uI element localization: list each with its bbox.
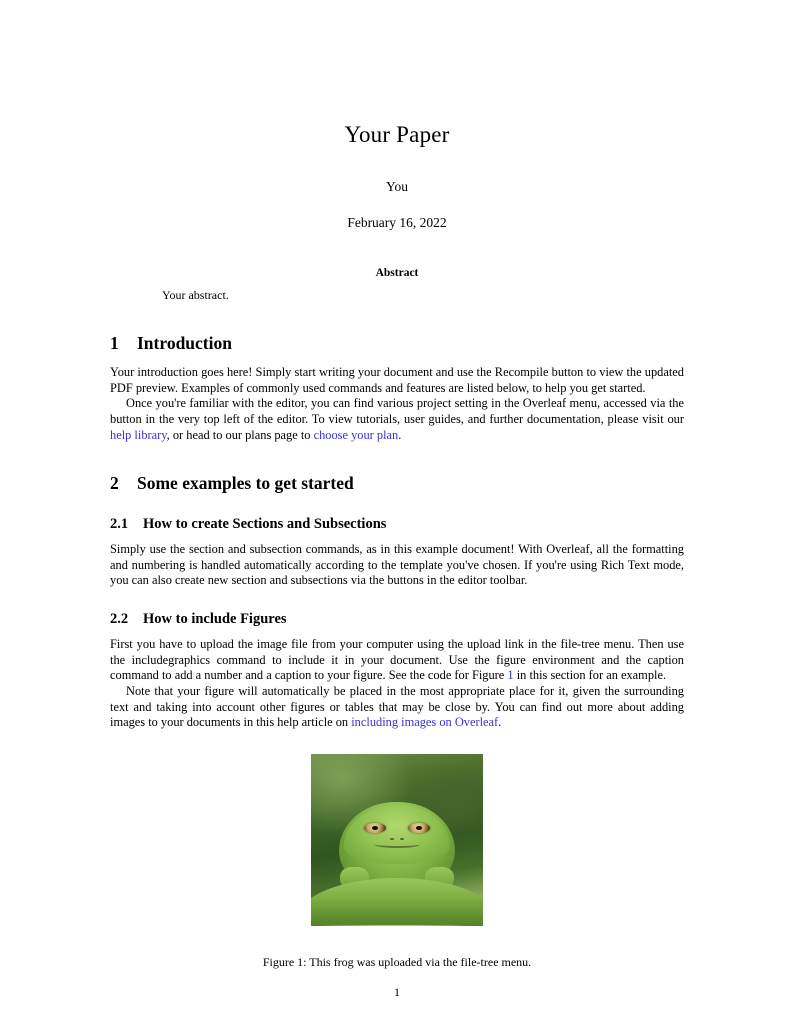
subsection-2-1-paragraph-1 [110, 542, 684, 589]
section-heading-2 [110, 473, 684, 494]
subsection-heading-2-2 [110, 611, 684, 628]
section-1-paragraph-2 [110, 396, 684, 443]
text-run: , or head to our plans page to [166, 427, 314, 442]
choose-your-plan-link[interactable]: choose your plan [313, 427, 399, 442]
abstract-body: Your abstract. [162, 288, 229, 302]
frog-mouth [374, 840, 421, 847]
document-author: You [386, 179, 408, 194]
text-run: . [498, 715, 502, 730]
frog-eye-right [408, 823, 430, 833]
section-title-1: Introduction [137, 333, 232, 353]
text-run: First you have to upload the image file from your computer using the upload link in the file-tree menu. Then use the includegraphics command to include it in your document. Use the figure environment and the caption command to add a number and a caption to your figure. See the code for Figure [110, 637, 684, 683]
page-title: Your Paper [344, 122, 450, 147]
help-library-link[interactable]: help library [110, 427, 167, 442]
section-title-2: Some examples to get started [137, 473, 354, 494]
leaf-highlight [311, 925, 483, 926]
subsection-heading-2-1 [110, 516, 684, 533]
figure-block [110, 754, 684, 970]
frog-pupil-right [416, 826, 422, 830]
subsection-2-2-paragraph-1 [110, 637, 684, 684]
subsection-title-2-1: How to create Sections and Subsections [143, 516, 387, 533]
frog-eye-left [364, 823, 386, 833]
figure-caption: Figure 1: This frog was uploaded via the file-tree menu. [262, 954, 532, 969]
including-images-link[interactable]: including images on Overleaf [351, 715, 499, 730]
document-date: February 16, 2022 [347, 215, 447, 230]
page-number: 1 [394, 985, 400, 999]
frog-photograph [311, 754, 483, 926]
abstract-heading: Abstract [375, 267, 419, 279]
text-run: in this section for an example. [513, 668, 667, 683]
text-run: Once you're familiar with the editor, you can find various project setting in the Overleaf menu, accessed via the button in the very top left of the editor. To view tutorials, user guides, and further documentation, please visit our [110, 396, 684, 426]
figure-reference-link[interactable]: 1 [507, 668, 514, 683]
text-run: Note that your figure will automatically be placed in the most appropriate place for it, given the surrounding text and taking into account other figures or tables that may be close by. You can find out more about adding images to your documents in this help article on [110, 683, 684, 730]
subsection-2-2-paragraph-2 [110, 684, 684, 731]
text-run: . [398, 427, 402, 442]
section-1-paragraph-1 [110, 365, 684, 396]
subsection-title-2-2: How to include Figures [143, 611, 287, 627]
frog-pupil-left [372, 826, 378, 830]
section-heading-1 [110, 333, 684, 354]
section-number-2: 2 [110, 473, 119, 494]
text-run: Your introduction goes here! Simply start writing your document and use the Recompile button to view the updated PDF preview. Examples of commonly used commands and features are listed below, to help you get started. [110, 365, 684, 395]
subsection-number-2-2: 2.2 [110, 611, 129, 627]
section-number-1: 1 [110, 333, 119, 353]
subsection-number-2-1: 2.1 [110, 516, 129, 533]
text-run: Simply use the section and subsection commands, as in this example document! With Overleaf, all the formatting and numbering is handled automatically according to the template you've chosen. If you're using Rich Text mode, you can also create new section and subsections via the buttons in the editor toolbar. [110, 542, 684, 588]
